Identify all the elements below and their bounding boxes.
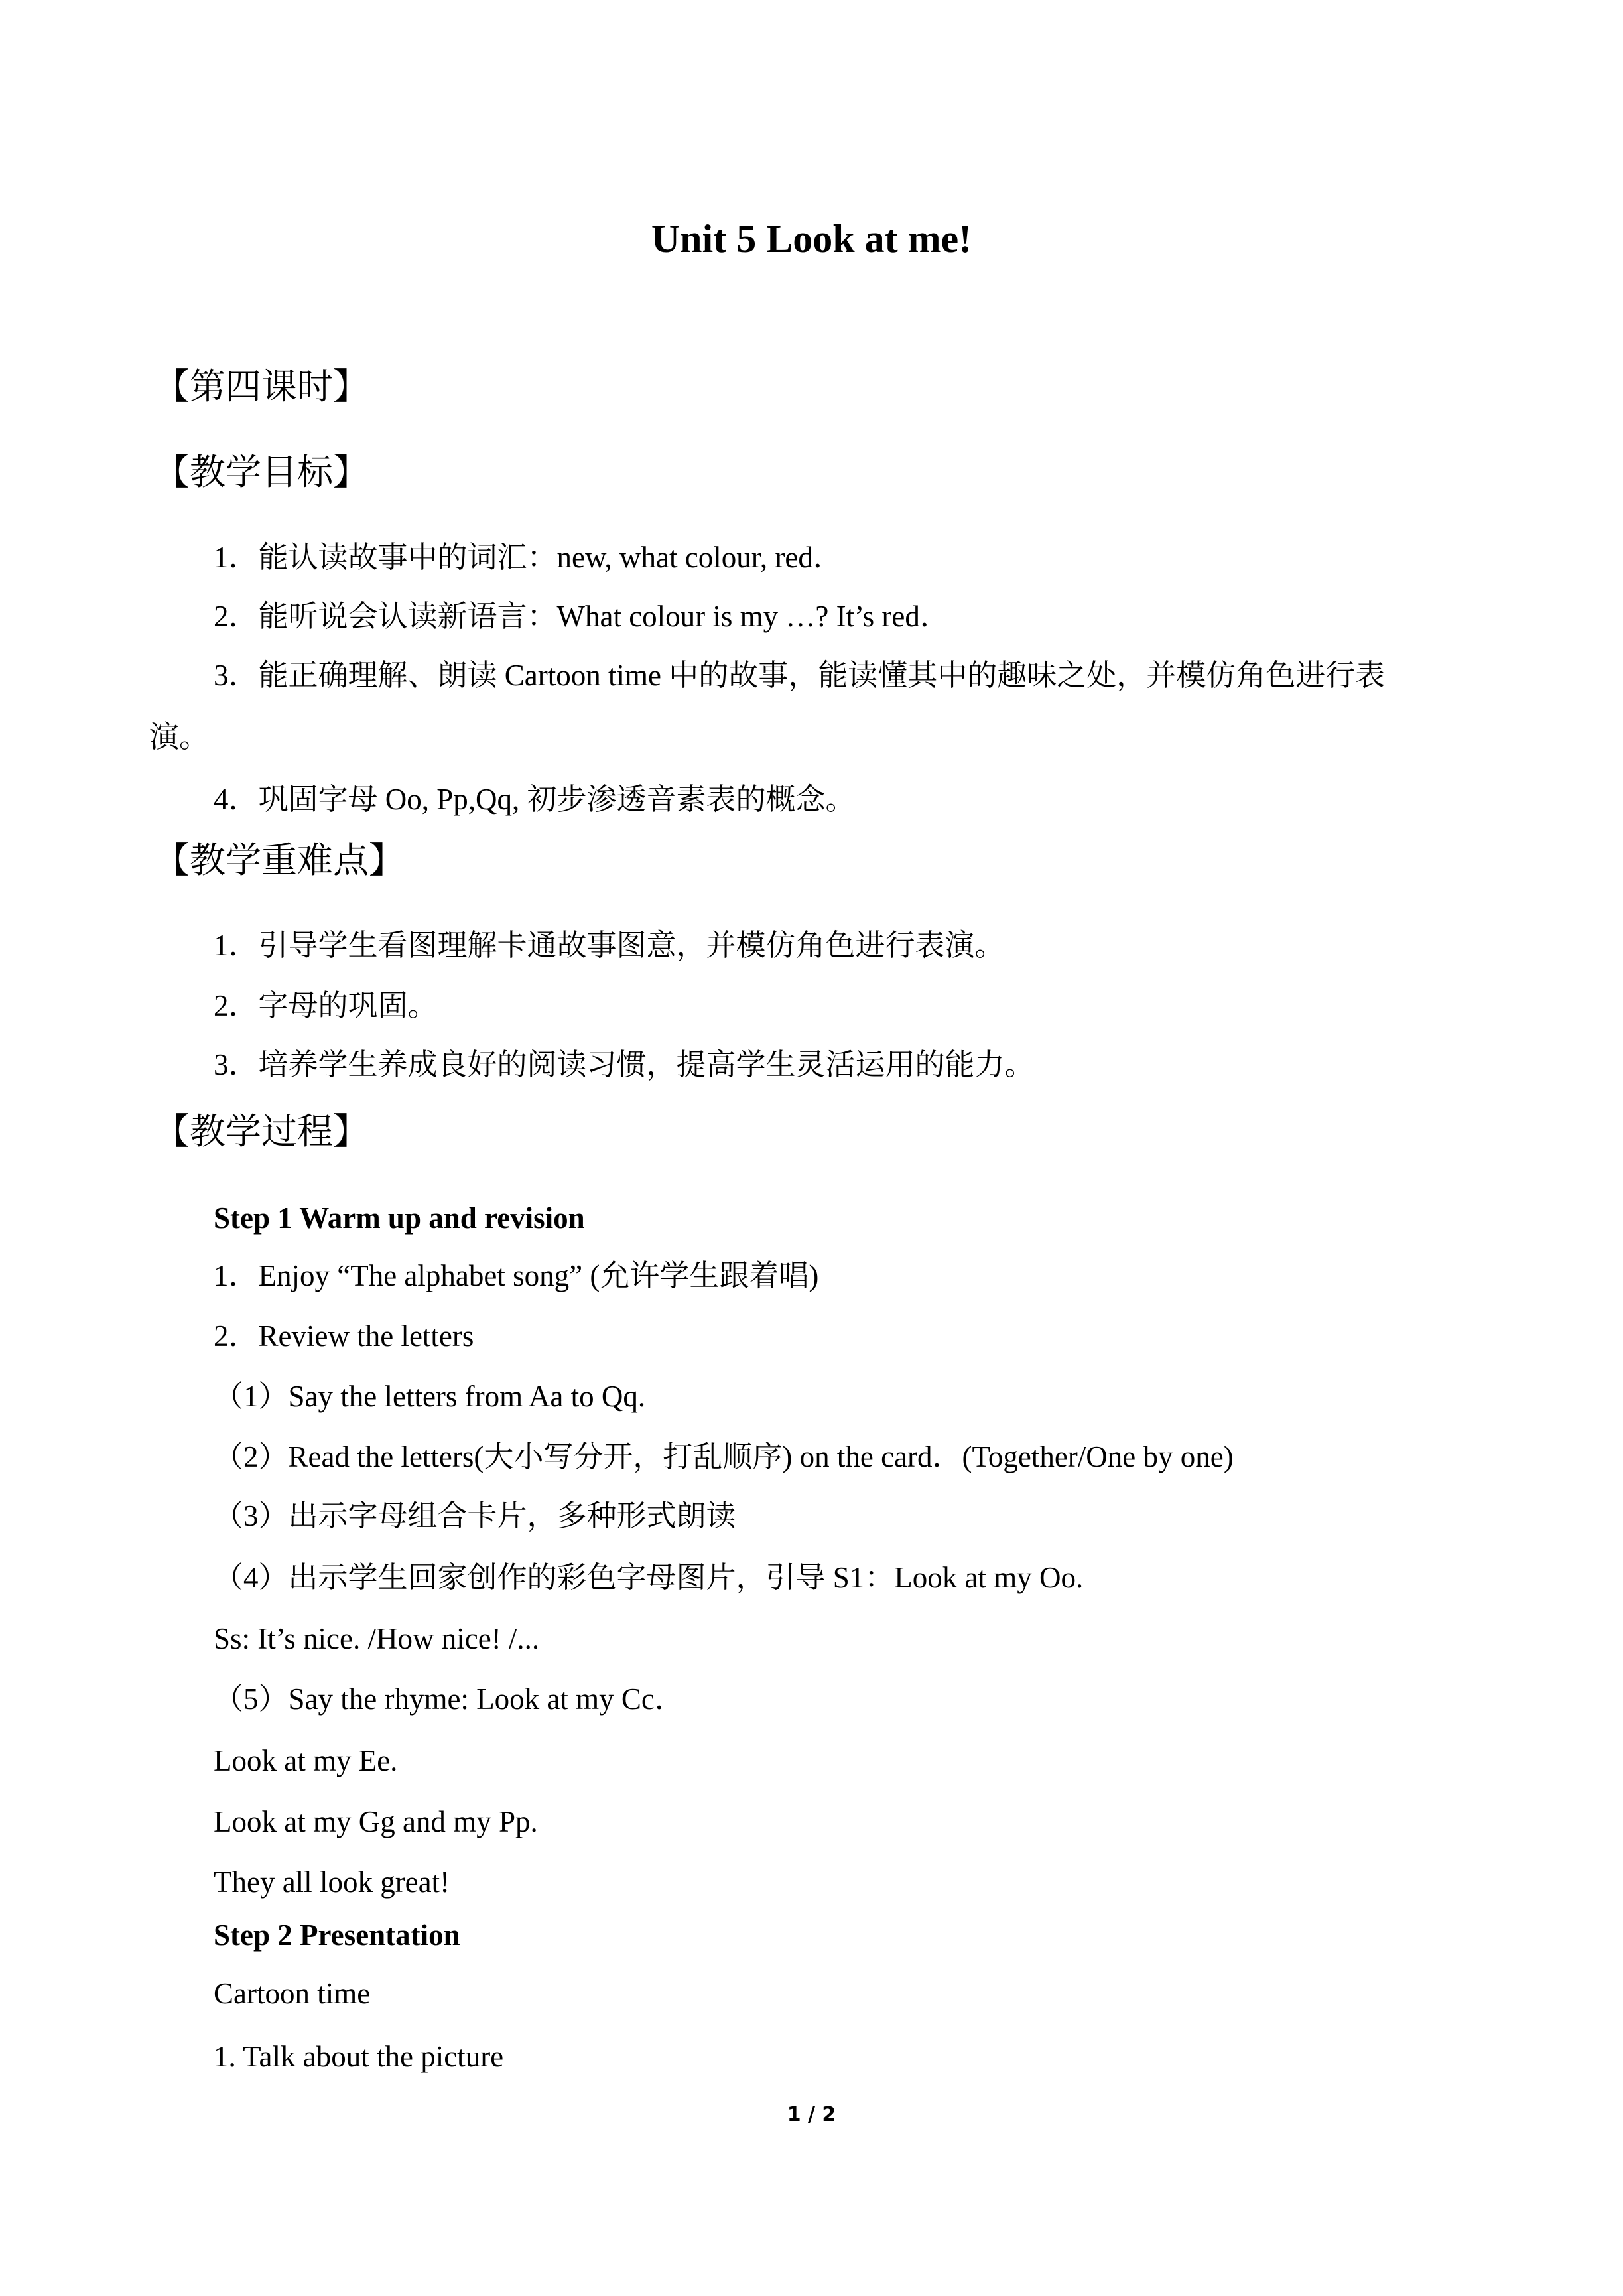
process-heading: 【教学过程】 xyxy=(154,1112,369,1152)
key-points-heading: 【教学重难点】 xyxy=(154,841,405,880)
step1-line-8: （5）Say the rhyme: Look at my Cc． xyxy=(214,1682,684,1716)
step2-title: Step 2 Presentation xyxy=(214,1919,460,1952)
step2-line-2: 1. Talk about the picture xyxy=(214,2040,504,2073)
step1-line-4: （2）Read the letters(大小写分开，打乱顺序) on the card．(Together/One by one) xyxy=(214,1440,1234,1473)
step1-line-7: Ss: It’s nice. /How nice! /... xyxy=(214,1622,540,1655)
key-point-item-2: 2．字母的巩固。 xyxy=(214,989,438,1022)
step1-line-11: They all look great! xyxy=(214,1865,450,1899)
step1-line-2: 2．Review the letters xyxy=(214,1319,474,1353)
lesson-label: 【第四课时】 xyxy=(154,367,369,407)
step2-line-1: Cartoon time xyxy=(214,1977,371,2010)
objective-item-3-wrap: 演。 xyxy=(149,720,210,754)
objective-item-1: 1．能认读故事中的词汇：new, what colour, red． xyxy=(214,541,843,574)
step1-line-5: （3）出示字母组合卡片，多种形式朗读 xyxy=(214,1499,736,1532)
page-indicator: 1 / 2 xyxy=(787,2103,836,2126)
step1-line-10: Look at my Gg and my Pp. xyxy=(214,1805,538,1838)
document-title: Unit 5 Look at me! xyxy=(651,217,972,261)
step1-title: Step 1 Warm up and revision xyxy=(214,1201,585,1235)
step1-line-3: （1）Say the letters from Aa to Qq. xyxy=(214,1380,646,1413)
objectives-heading: 【教学目标】 xyxy=(154,452,369,492)
objective-item-4: 4．巩固字母 Oo, Pp,Qq, 初步渗透音素表的概念。 xyxy=(214,783,856,816)
key-point-item-3: 3．培养学生养成良好的阅读习惯，提高学生灵活运用的能力。 xyxy=(214,1048,1035,1081)
objective-item-3: 3．能正确理解、朗读 Cartoon time 中的故事，能读懂其中的趣味之处，并模仿角色进行表 xyxy=(214,659,1386,692)
objective-item-2: 2．能听说会认读新语言：What colour is my …? It’s red． xyxy=(214,600,950,633)
step1-line-9: Look at my Ee. xyxy=(214,1744,398,1777)
key-point-item-1: 1．引导学生看图理解卡通故事图意，并模仿角色进行表演。 xyxy=(214,929,1005,962)
step1-line-6: （4）出示学生回家创作的彩色字母图片，引导 S1：Look at my Oo. xyxy=(214,1561,1084,1594)
step1-line-1: 1．Enjoy “The alphabet song” (允许学生跟着唱) xyxy=(214,1259,819,1292)
